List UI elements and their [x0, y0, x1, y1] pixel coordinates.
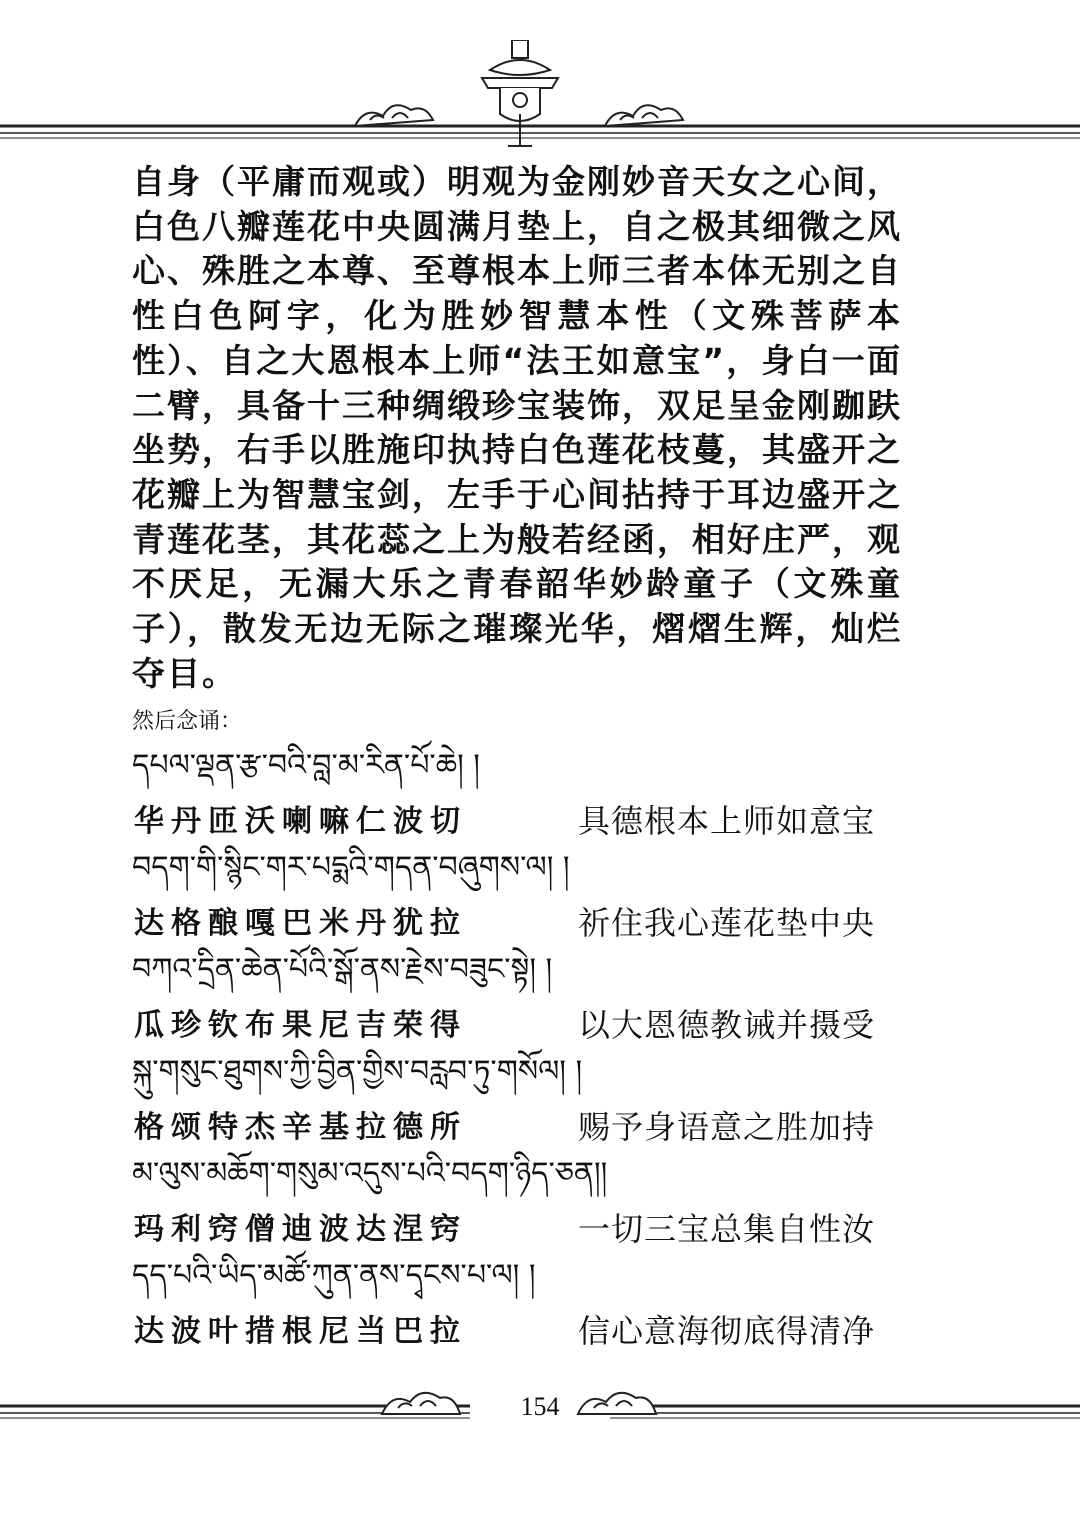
verse-block — [132, 1150, 932, 1252]
chinese-translation: 祈住我心莲花垫中央 — [578, 904, 876, 942]
phonetic-line: 达格酿嘎巴米丹犹拉 — [134, 906, 467, 941]
tibetan-line: དཔལ་ལྡན་རྩ་བའི་བླ་མ་རིན་པོ་ཆེ། ། — [132, 748, 480, 783]
phonetic-line: 玛利窍僧迪波达涅窍 — [134, 1212, 467, 1247]
phonetic-line: 格颂特杰辛基拉德所 — [134, 1110, 467, 1145]
dharma-wheel-parasol-icon — [482, 40, 558, 146]
cloud-scroll-icon — [605, 105, 683, 126]
cloud-scroll-icon — [355, 105, 433, 126]
verse-block — [132, 1252, 932, 1354]
chinese-translation: 以大恩德教诫并摄受 — [578, 1006, 876, 1044]
phonetic-line: 达波叶措根尼当巴拉 — [134, 1314, 467, 1349]
phonetic-line: 瓜珍钦布果尼吉荣得 — [134, 1008, 467, 1043]
tibetan-line: དད་པའི་ཡིད་མཚོ་ཀུན་ནས་དྭངས་པ་ལ། ། — [132, 1258, 536, 1293]
tibetan-line: སྐུ་གསུང་ཐུགས་ཀྱི་བྱིན་གྱིས་བརླབ་ཏུ་གསོལ། ། — [132, 1054, 583, 1089]
chinese-translation: 具德根本上师如意宝 — [578, 802, 876, 840]
verse-list — [132, 742, 932, 1354]
verse-block — [132, 946, 932, 1048]
chinese-translation: 信心意海彻底得清净 — [578, 1312, 876, 1350]
chinese-translation: 赐予身语意之胜加持 — [578, 1108, 876, 1146]
recitation-lead-in: 然后念诵： — [132, 709, 243, 734]
phonetic-line: 华丹匝沃喇嘛仁波切 — [134, 804, 467, 839]
verse-block — [132, 1048, 932, 1150]
chinese-translation: 一切三宝总集自性汝 — [578, 1210, 876, 1248]
tibetan-line: མ་ལུས་མཆོག་གསུམ་འདུས་པའི་བདག་ཉིད་ཅན།། — [132, 1156, 608, 1191]
header-ornament — [0, 40, 1080, 150]
cloud-scroll-icon — [382, 1393, 460, 1414]
verse-block — [132, 742, 932, 844]
body-paragraph: 自身（平庸而观或）明观为金刚妙音天女之心间，白色八瓣莲花中央圆满月垫上，自之极其细微之风心、殊胜之本尊、至尊根本上师三者本体无别之自性白色阿字，化为胜妙智慧本性（文殊菩萨本性）、自之大恩根本上师“法王如意宝”，身白一面二臂，具备十三种绸缎珍宝装饰，双足呈金刚跏趺坐势，右手以胜施印执持白色莲花枝蔓，其盛开之花瓣上为智慧宝剑，左手于心间拈持于耳边盛开之青莲花茎，其花蕊之上为般若经函，相好庄严，观不厌足，无漏大乐之青春韶华妙龄童子（文殊童子），散发无边无际之璀璨光华，熠熠生辉，灿烂夺目。 — [132, 162, 902, 693]
page-number: 154 — [520, 1392, 560, 1421]
verse-block — [132, 844, 932, 946]
tibetan-line: བཀའ་དྲིན་ཆེན་པོའི་སྒོ་ནས་རྗེས་བཟུང་སྟེ། ། — [132, 952, 553, 987]
tibetan-line: བདག་གི་སྙིང་གར་པདྨའི་གདན་བཞུགས་ལ། ། — [132, 850, 570, 885]
